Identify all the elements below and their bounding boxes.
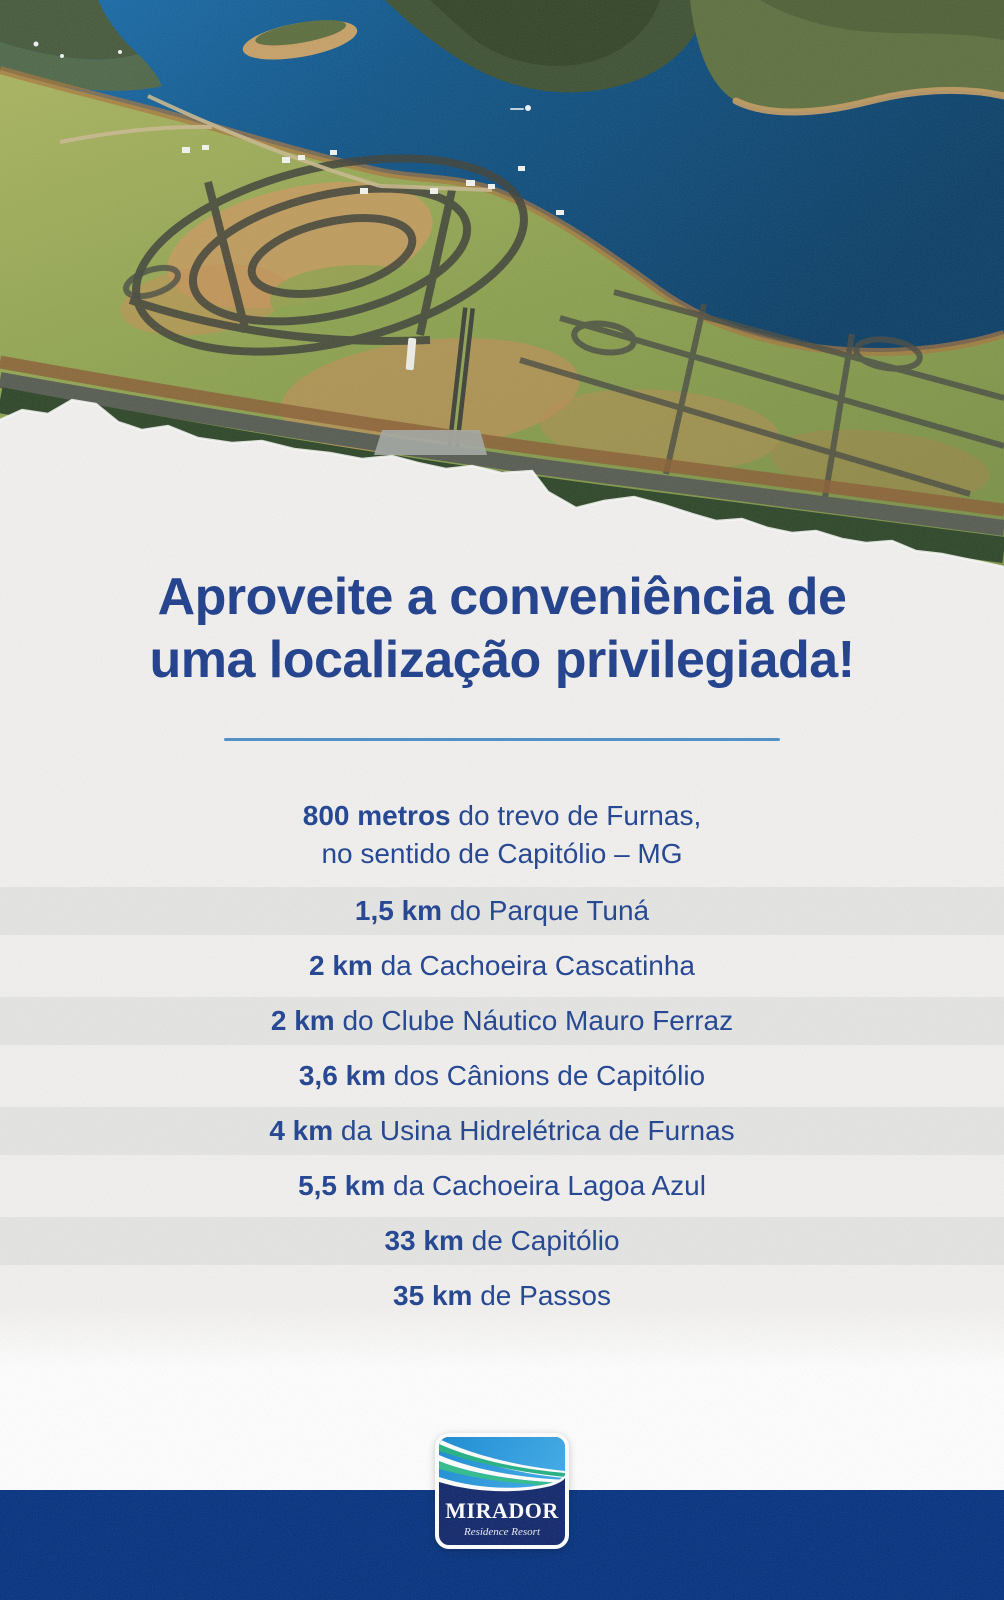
distance-item [0, 1213, 1004, 1268]
distance-value: 2 km [308, 949, 373, 981]
mirador-logo [435, 1433, 569, 1549]
hero-photo [0, 0, 1004, 575]
logo-tagline: Residence Resort [463, 1526, 541, 1538]
distance-text: de Passos [472, 1279, 611, 1311]
distance-text: da Cachoeira Cascatinha [372, 949, 696, 981]
distance-text: dos Cânions de Capitólio [386, 1059, 706, 1091]
title-divider [224, 738, 780, 741]
distance-item [0, 1158, 1004, 1213]
distance-text: de Capitólio [463, 1224, 620, 1256]
distance-item [0, 797, 1004, 873]
logo-waves-icon [439, 1437, 565, 1495]
distance-item [0, 938, 1004, 993]
distance-text-line2: no sentido de Capitólio – MG [321, 838, 683, 869]
distance-value: 33 km [384, 1224, 464, 1256]
distance-item [0, 1268, 1004, 1323]
page-title-line1: Aproveite a conveniência de [157, 568, 847, 626]
distance-value: 5,5 km [298, 1169, 386, 1201]
distance-value: 4 km [269, 1114, 334, 1146]
distance-value: 800 metros [302, 800, 451, 831]
distance-text: da Cachoeira Lagoa Azul [385, 1169, 706, 1201]
distance-text: da Usina Hidrelétrica de Furnas [333, 1114, 735, 1146]
logo-name: MIRADOR [445, 1498, 559, 1523]
page-title [0, 566, 1004, 692]
distance-text: do trevo de Furnas, [450, 800, 702, 831]
distance-item [0, 1048, 1004, 1103]
distance-text: do Parque Tuná [442, 894, 650, 926]
distance-item [0, 883, 1004, 938]
distance-value: 35 km [393, 1279, 473, 1311]
distance-value: 3,6 km [298, 1059, 387, 1091]
distance-value: 1,5 km [354, 894, 443, 926]
distance-item [0, 1103, 1004, 1158]
distance-item [0, 993, 1004, 1048]
page-title-line2: uma localização privilegiada! [149, 631, 855, 689]
aerial-photo-illustration [0, 0, 1004, 575]
distance-list [0, 797, 1004, 1323]
distance-text: do Clube Náutico Mauro Ferraz [334, 1004, 734, 1036]
distance-value: 2 km [270, 1004, 335, 1036]
